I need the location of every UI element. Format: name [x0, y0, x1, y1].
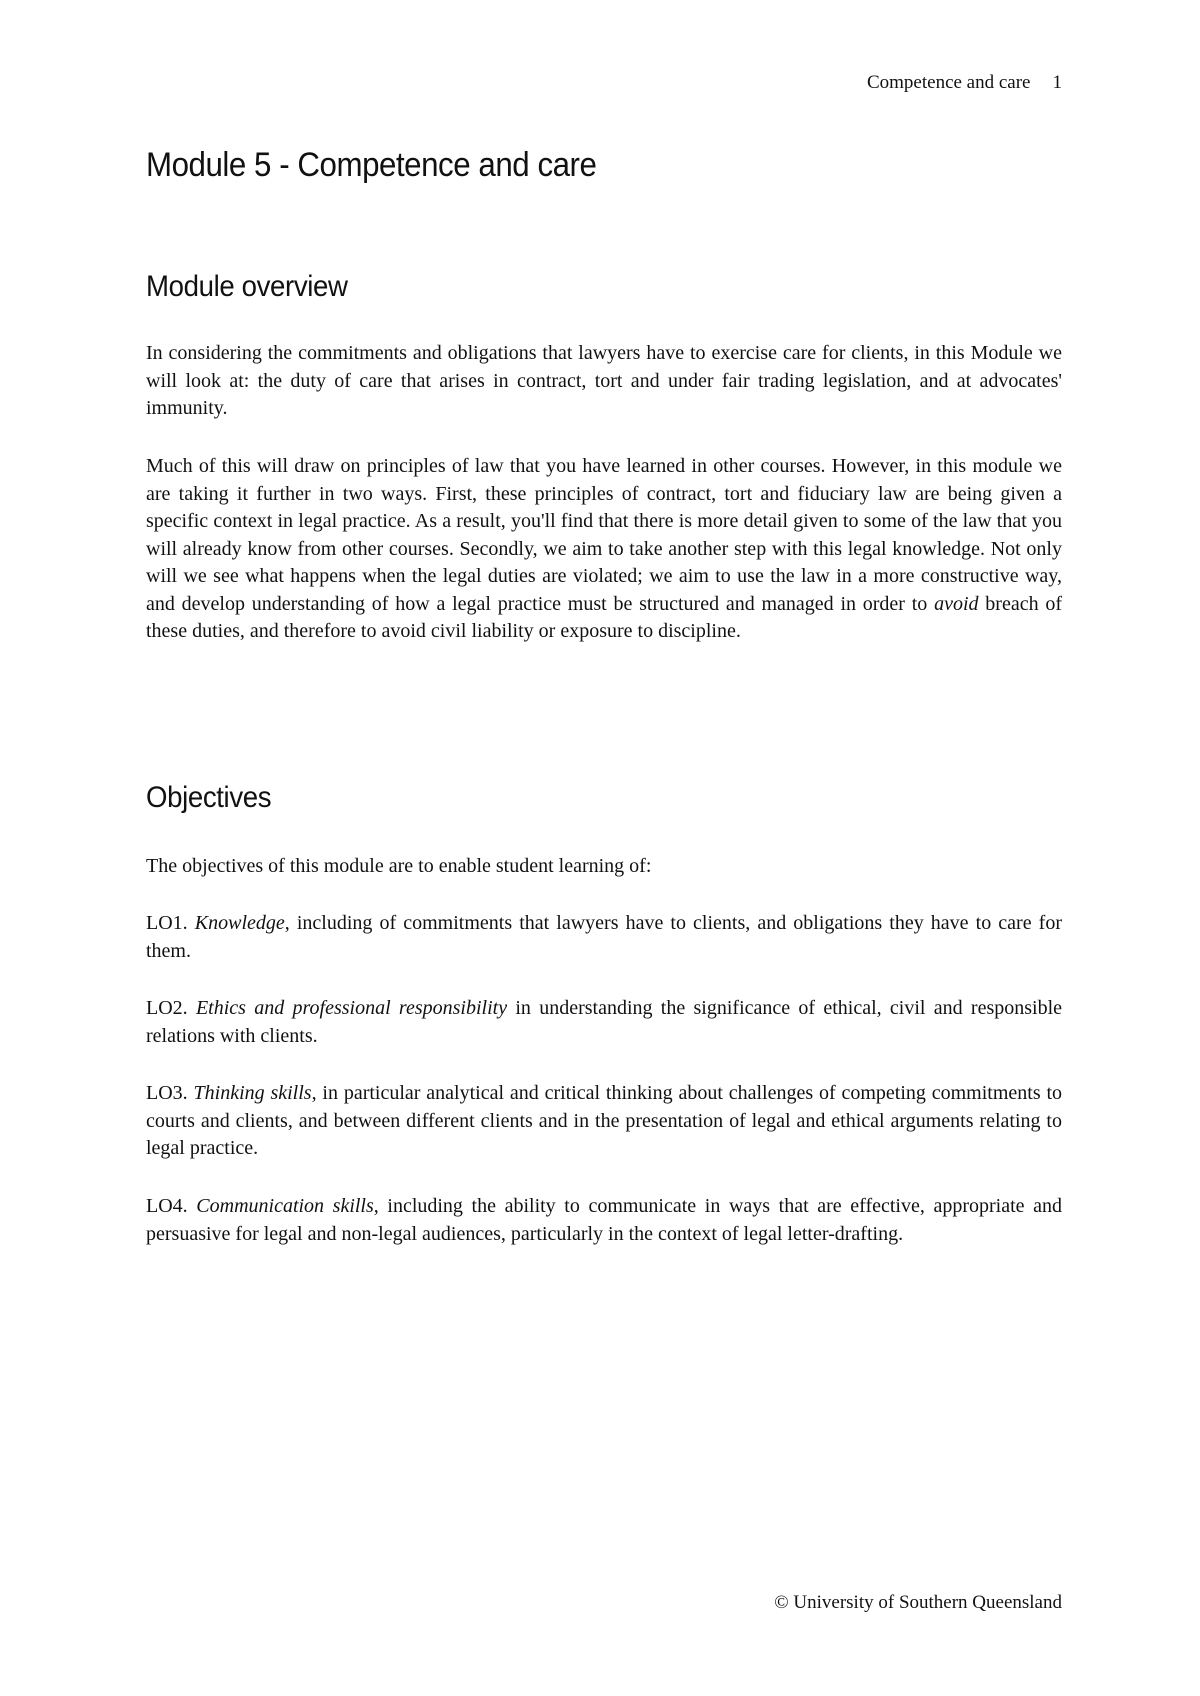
overview-paragraph-2 — [146, 453, 1062, 646]
overview-paragraph-1: In considering the commitments and obligations that lawyers have to exercise care for clients, in this Module we will look at: the duty of care that arises in contract, tort and under fair trading legislation, and at advocates' immunity. — [146, 342, 1062, 419]
objective-emphasis: Thinking skills — [193, 1082, 312, 1104]
objective-item — [146, 1080, 1062, 1163]
running-title: Competence and care — [866, 72, 1031, 93]
objectives-intro: The objectives of this module are to enable student learning of: — [146, 855, 652, 877]
overview-paragraph-2-emphasis: avoid — [934, 592, 979, 615]
objective-text: , including the ability to communicate in ways that are effective, appropriate and persuasive for legal and non-legal audiences, particularly in the context of legal letter-drafting. — [146, 1195, 1063, 1245]
objective-text: in understanding the significance of ethical, civil and responsible relations with clients. — [146, 997, 1063, 1047]
objective-text: , in particular analytical and critical thinking about challenges of competing commitments to courts and clients, and between different clients and in the presentation of legal and ethical arguments relating to legal practice. — [146, 1082, 1062, 1159]
objective-code: LO1. — [146, 912, 188, 934]
objective-emphasis: Knowledge — [194, 912, 285, 934]
objective-code: LO3. — [146, 1082, 188, 1104]
running-header — [867, 72, 1062, 94]
page-number: 1 — [1052, 72, 1062, 93]
objective-emphasis: Communication skills — [196, 1195, 374, 1217]
objective-item — [146, 1193, 1062, 1248]
page-title: Module 5 - Competence and care — [146, 146, 597, 184]
objective-code: LO4. — [146, 1195, 188, 1217]
module-overview-heading: Module overview — [146, 270, 348, 303]
objectives-heading: Objectives — [146, 781, 272, 814]
copyright-footer: © University of Southern Queensland — [774, 1592, 1062, 1613]
objective-text: , including of commitments that lawyers have to clients, and obligations they have to care for them. — [146, 912, 1062, 962]
objective-code: LO2. — [146, 997, 188, 1019]
overview-paragraph-2-end: breach of these duties, and therefore to avoid civil liability or exposure to discipline. — [146, 592, 1063, 642]
objective-emphasis: Ethics and professional responsibility — [195, 997, 508, 1019]
objective-item — [146, 995, 1062, 1050]
objective-item — [146, 910, 1062, 965]
overview-paragraph-2-text: Much of this will draw on principles of law that you have learned in other courses. However, in this module we are taking it further in two ways. First, these principles of contract, tort and fiduciary law are being given a specific context in legal practice. As a result, you'll find that there is more detail given to some of the law that you will already know from other courses. Secondly, we aim to take another step with this legal knowledge. Not only will we see what happens when the legal duties are violated; we aim to use the law in a more constructive way, and develop understanding of how a legal practice must be structured and managed in order to — [146, 455, 1062, 615]
